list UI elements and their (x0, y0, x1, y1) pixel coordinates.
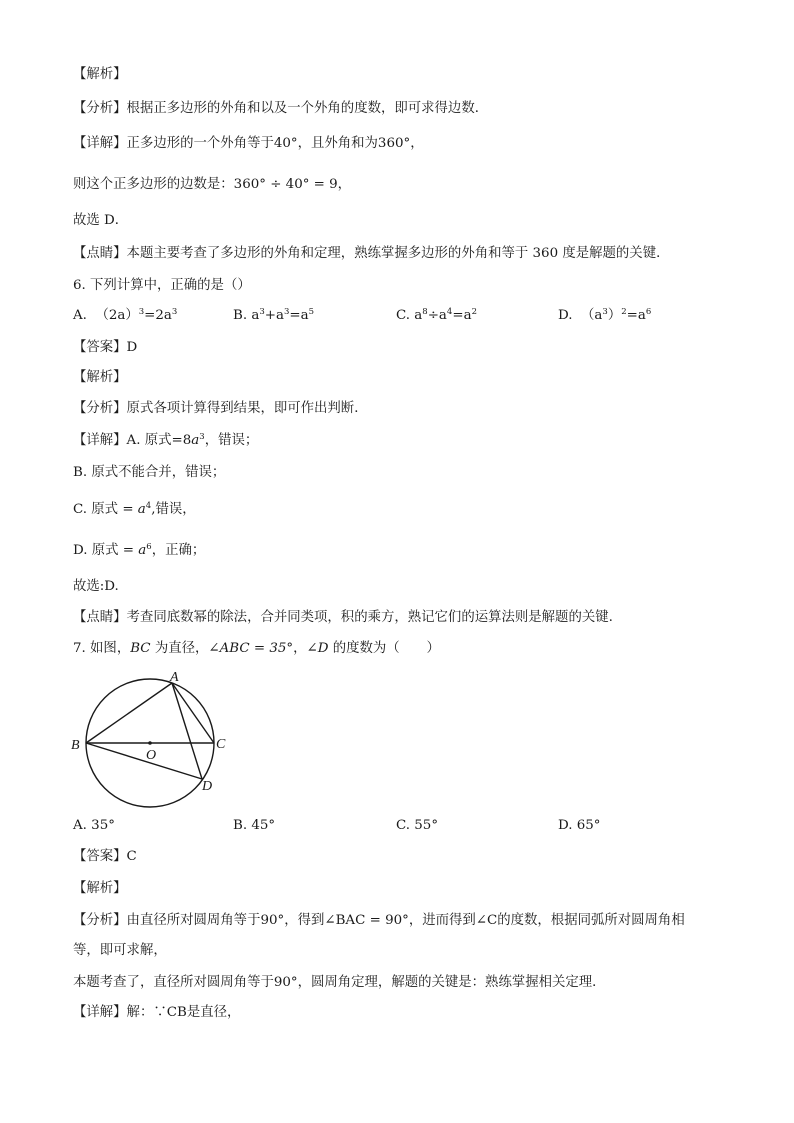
detail-line-d: D. 原式 = $a^6$，正确； (73, 542, 206, 558)
q7-option-d: D. 65° (558, 818, 601, 833)
section-heading-analysis: 【解析】 (73, 881, 127, 896)
detail-paragraph: 【详解】解：∵CB是直径， (73, 1005, 241, 1020)
segment-ba (86, 683, 172, 743)
section-heading-analysis: 【解析】 (73, 67, 127, 82)
label-o: O (146, 748, 157, 763)
detail-line-c: C. 原式 = $a^4$,错误， (73, 501, 196, 517)
segment-ad (172, 683, 202, 779)
option-label: B. (233, 308, 248, 323)
analysis-paragraph: 【分析】由直径所对圆周角等于90°，得到∠BAC = 90°，进而得到∠C的度数，根据同弧所对圆周角相 (73, 913, 685, 928)
answer-line: 【答案】D (73, 340, 138, 355)
option-label: A. (73, 308, 87, 323)
detail-paragraph: 【详解】正多边形的一个外角等于40°，且外角和为360°， (73, 136, 424, 151)
q7-option-a: A. 35° (73, 818, 115, 833)
label-b: B (71, 738, 80, 753)
q6-option-c: C. $a^8\div a^4=a^2$ (396, 307, 477, 323)
answer-line: 【答案】C (73, 849, 137, 864)
summary-paragraph: 本题考查了，直径所对圆周角等于90°，圆周角定理，解题的关键是：熟练掌握相关定理． (73, 975, 606, 990)
q6-option-b: B. $a^3+a^3=a^5$ (233, 307, 315, 323)
analysis-paragraph: 【分析】原式各项计算得到结果，即可作出判断． (73, 401, 368, 416)
choice-paragraph: 故选 D． (73, 213, 129, 228)
detail-line-b: B. 原式不能合并，错误； (73, 465, 226, 480)
option-label: D. (558, 308, 573, 323)
center-point (148, 741, 152, 745)
q6-option-d: D. $(a^3)^2=a^6$ (558, 307, 652, 323)
note-paragraph: 【点睛】本题主要考查了多边形的外角和定理，熟练掌握多边形的外角和等于 360 度是解题的关键． (73, 246, 670, 261)
segment-ac (172, 683, 214, 743)
note-paragraph: 【点睛】考查同底数幂的除法，合并同类项，积的乘方，熟记它们的运算法则是解题的关键. (73, 610, 613, 625)
label-c: C (216, 737, 226, 752)
circle-geometry-figure (66, 664, 236, 814)
option-label: C. (396, 308, 411, 323)
q7-option-c: C. 55° (396, 818, 439, 833)
analysis-paragraph: 【分析】根据正多边形的外角和以及一个外角的度数，即可求得边数． (73, 101, 489, 116)
question-7-stem: 7. 如图，BC 为直径，∠ABC = 35°，∠D 的度数为（ ） (73, 641, 440, 656)
detail-paragraph: 则这个正多边形的边数是：360° ÷ 40° = 9， (73, 177, 352, 192)
section-heading-analysis: 【解析】 (73, 370, 127, 385)
question-6-stem: 6. 下列计算中，正确的是（） (73, 278, 251, 293)
choice-paragraph: 故选:D. (73, 579, 119, 594)
detail-line-a: 【详解】A. 原式$=8a^3$，错误； (73, 432, 259, 448)
q7-option-b: B. 45° (233, 818, 276, 833)
label-a: A (170, 670, 179, 685)
analysis-paragraph-continued: 等，即可求解， (73, 943, 167, 958)
label-d: D (202, 779, 213, 794)
q6-option-a: A. $(2a)^3=2a^3$ (73, 307, 178, 323)
segment-bd (86, 743, 202, 779)
